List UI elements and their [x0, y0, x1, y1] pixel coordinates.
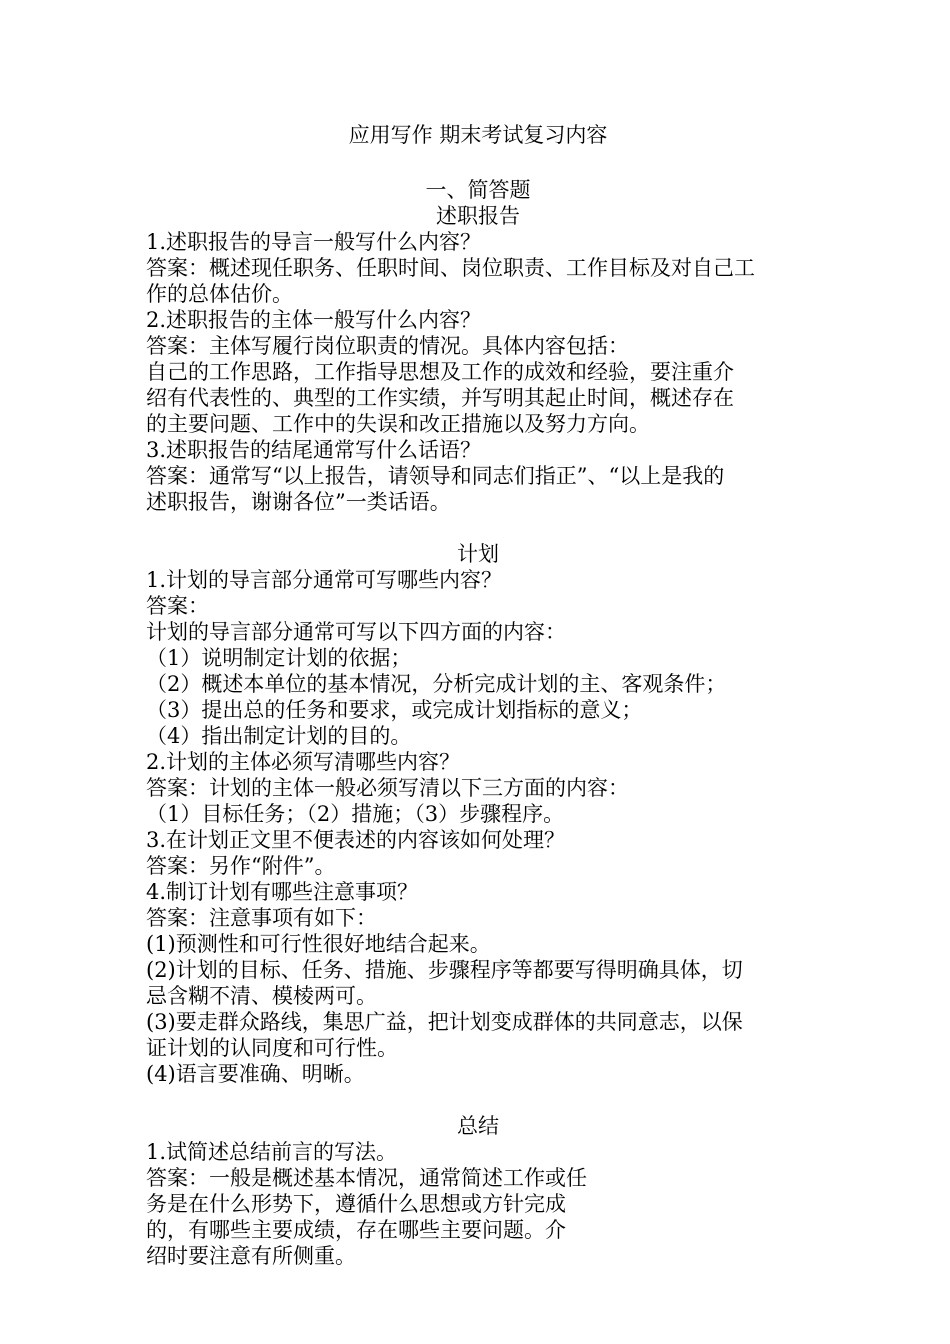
- answer-line: （4）指出制定计划的目的。: [146, 724, 412, 748]
- answer-line: 的，有哪些主要成绩，存在哪些主要问题。介: [146, 1218, 566, 1242]
- answer-line: 计划的导言部分通常可写以下四方面的内容：: [146, 620, 566, 644]
- answer-line: 答案：注意事项有如下：: [146, 906, 377, 930]
- part-heading: 一、简答题: [425, 178, 531, 202]
- answer-line: 答案：概述现任职务、任职时间、岗位职责、工作目标及对自己工: [146, 256, 755, 280]
- answer-line: （1）说明制定计划的依据；: [146, 646, 412, 670]
- answer-line: (3)要走群众路线，集思广益，把计划变成群体的共同意志，以保: [146, 1010, 743, 1034]
- question: 1.计划的导言部分通常可写哪些内容？: [146, 568, 503, 592]
- question: 3.述职报告的结尾通常写什么话语？: [146, 438, 482, 462]
- spacer: [146, 150, 810, 177]
- question: 2.述职报告的主体一般写什么内容？: [146, 308, 482, 332]
- question: 4.制订计划有哪些注意事项？: [146, 880, 419, 904]
- answer-line: (4)语言要准确、明晰。: [146, 1062, 365, 1086]
- answer-line: 答案：一般是概述基本情况，通常简述工作或任: [146, 1166, 587, 1190]
- answer-line: 自己的工作思路，工作指导思想及工作的成效和经验，要注重介: [146, 360, 734, 384]
- answer-line: 述职报告，谢谢各位”一类话语。: [146, 490, 451, 514]
- answer-line: (2)计划的目标、任务、措施、步骤程序等都要写得明确具体，切: [146, 958, 743, 982]
- answer-line: 答案：通常写“以上报告，请领导和同志们指正”、“以上是我的: [146, 464, 725, 488]
- document-title: 应用写作 期末考试复习内容: [348, 123, 608, 147]
- spacer: [146, 1087, 810, 1113]
- section-heading-zongjie: 总结: [457, 1114, 499, 1138]
- question: 3.在计划正文里不便表述的内容该如何处理？: [146, 828, 566, 852]
- answer-line: 绍时要注意有所侧重。: [146, 1244, 356, 1268]
- answer-line: 忌含糊不清、模棱两可。: [146, 984, 377, 1008]
- answer-line: 证计划的认同度和可行性。: [146, 1036, 398, 1060]
- section-heading-shuzhi: 述职报告: [436, 204, 520, 228]
- answer-line: 答案：: [146, 594, 209, 618]
- question: 1.试简述总结前言的写法。: [146, 1140, 398, 1164]
- section-heading-jihua: 计划: [457, 542, 499, 566]
- answer-line: （2）概述本单位的基本情况，分析完成计划的主、客观条件；: [146, 672, 727, 696]
- document-page: [146, 120, 810, 1269]
- answer-line: （3）提出总的任务和要求，或完成计划指标的意义；: [146, 698, 643, 722]
- answer-line: (1)预测性和可行性很好地结合起来。: [146, 932, 491, 956]
- question: 1.述职报告的导言一般写什么内容？: [146, 230, 482, 254]
- answer-line: 答案：另作“附件”。: [146, 854, 336, 878]
- answer-line: 的主要问题、工作中的失误和改正措施以及努力方向。: [146, 412, 650, 436]
- answer-line: 绍有代表性的、典型的工作实绩，并写明其起止时间，概述存在: [146, 386, 734, 410]
- question: 2.计划的主体必须写清哪些内容？: [146, 750, 461, 774]
- answer-line: 答案：主体写履行岗位职责的情况。具体内容包括：: [146, 334, 629, 358]
- answer-line: 作的总体估价。: [146, 282, 293, 306]
- answer-line: 务是在什么形势下，遵循什么思想或方针完成: [146, 1192, 566, 1216]
- spacer: [146, 515, 810, 541]
- answer-line: 答案：计划的主体一般必须写清以下三方面的内容：: [146, 776, 629, 800]
- answer-line: （1）目标任务；（2）措施；（3）步骤程序。: [146, 802, 565, 826]
